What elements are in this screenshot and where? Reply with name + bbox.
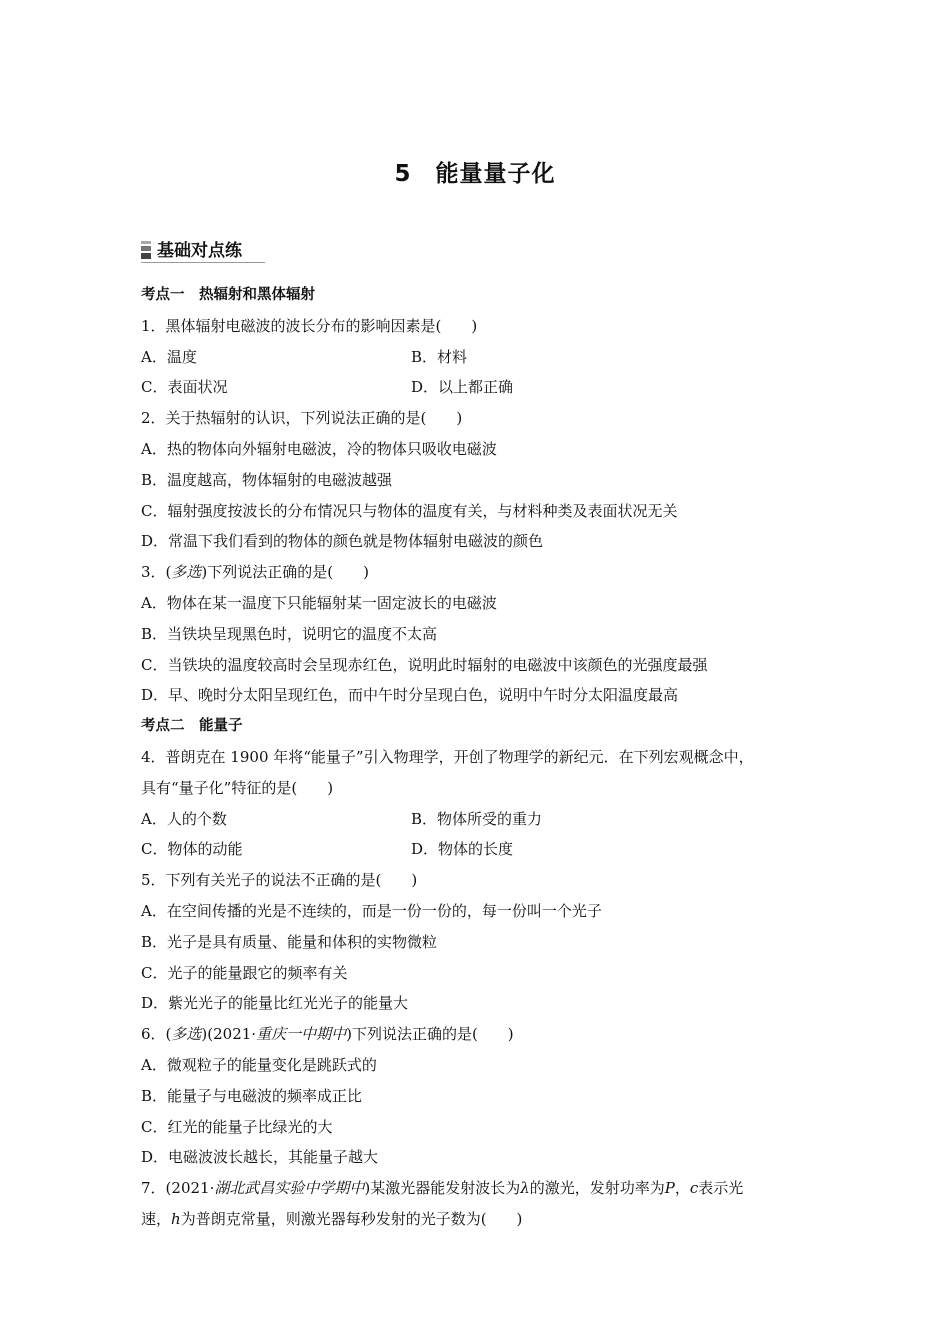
q1-options-row-2 [141, 372, 821, 403]
q4-options-row-1 [141, 804, 821, 835]
q4-option-d: D．物体的长度 [411, 840, 514, 859]
q2-option-a: A．热的物体向外辐射电磁波，冷的物体只吸收电磁波 [141, 439, 497, 458]
q3-option-b: B．当铁块呈现黑色时，说明它的温度不太高 [141, 624, 438, 643]
q7-stem-line-2: 速，h为普朗克常量，则激光器每秒发射的光子数为( ) [141, 1209, 523, 1228]
q6-option-b: B．能量子与电磁波的频率成正比 [141, 1086, 363, 1105]
q4-option-c: C．物体的动能 [141, 840, 243, 859]
q3-option-d: D．早、晚时分太阳呈现红色，而中午时分呈现白色，说明中午时分太阳温度最高 [141, 686, 679, 705]
q6-stem: 6．(多选)(2021·重庆一中期中)下列说法正确的是( ) [141, 1025, 514, 1044]
kaodian-heading-1: 考点一 热辐射和黑体辐射 [141, 287, 315, 303]
q5-option-b: B．光子是具有质量、能量和体积的实物微粒 [141, 932, 438, 951]
page-title: 5 能量量子化 [394, 161, 556, 187]
q6-option-d: D．电磁波波长越长，其能量子越大 [141, 1148, 379, 1167]
section-bars-icon [141, 239, 151, 259]
q5-option-c: C．光子的能量跟它的频率有关 [141, 963, 348, 982]
q4-option-b: B．物体所受的重力 [411, 809, 543, 828]
q6-option-c: C．红光的能量子比绿光的大 [141, 1117, 333, 1136]
q1-option-c: C．表面状况 [141, 378, 228, 397]
q1-options-row-1 [141, 342, 821, 373]
q3-stem: 3．(多选)下列说法正确的是( ) [141, 563, 369, 582]
q4-stem-line-2: 具有“量子化”特征的是( ) [141, 778, 334, 797]
section-label: 基础对点练 [157, 241, 242, 261]
q1-option-b: B．材料 [411, 347, 468, 366]
q4-options-row-2 [141, 834, 821, 865]
q7-tag-source: 湖北武昌实验中学期中 [214, 1179, 365, 1198]
q2-stem: 2．关于热辐射的认识，下列说法正确的是( ) [141, 409, 463, 428]
kaodian-heading-2: 考点二 能量子 [141, 718, 243, 735]
q3-option-a: A．物体在某一温度下只能辐射某一固定波长的电磁波 [141, 593, 497, 612]
q2-option-b: B．温度越高，物体辐射的电磁波越强 [141, 470, 393, 489]
q6-option-a: A．微观粒子的能量变化是跳跃式的 [141, 1055, 377, 1074]
q6-tag-source: 重庆一中期中 [256, 1025, 347, 1044]
q6-tag-multi: 多选 [171, 1025, 202, 1044]
q2-option-c: C．辐射强度按波长的分布情况只与物体的温度有关，与材料种类及表面状况无关 [141, 501, 678, 520]
q2-option-d: D．常温下我们看到的物体的颜色就是物体辐射电磁波的颜色 [141, 532, 544, 551]
q5-option-a: A．在空间传播的光是不连续的，而是一份一份的，每一份叫一个光子 [141, 901, 602, 920]
q3-tag: 多选 [171, 563, 202, 582]
q7-stem-line-1: 7．(2021·湖北武昌实验中学期中)某激光器能发射波长为λ的激光，发射功率为P，c表示光 [141, 1179, 744, 1198]
q5-option-d: D．紫光光子的能量比红光光子的能量大 [141, 994, 409, 1013]
q1-option-d: D．以上都正确 [411, 378, 514, 397]
q4-option-a: A．人的个数 [141, 809, 227, 828]
q5-stem: 5．下列有关光子的说法不正确的是( ) [141, 871, 418, 890]
section-heading [141, 236, 242, 261]
q1-stem: 1．黑体辐射电磁波的波长分布的影响因素是( ) [141, 316, 478, 335]
section-underline [141, 262, 265, 263]
q1-option-a: A．温度 [141, 347, 197, 366]
question-list [141, 280, 821, 1235]
q3-option-c: C．当铁块的温度较高时会呈现赤红色，说明此时辐射的电磁波中该颜色的光强度最强 [141, 655, 708, 674]
q4-stem-line-1: 4．普朗克在 1900 年将“能量子”引入物理学，开创了物理学的新纪元．在下列宏观概念中， [141, 747, 754, 766]
